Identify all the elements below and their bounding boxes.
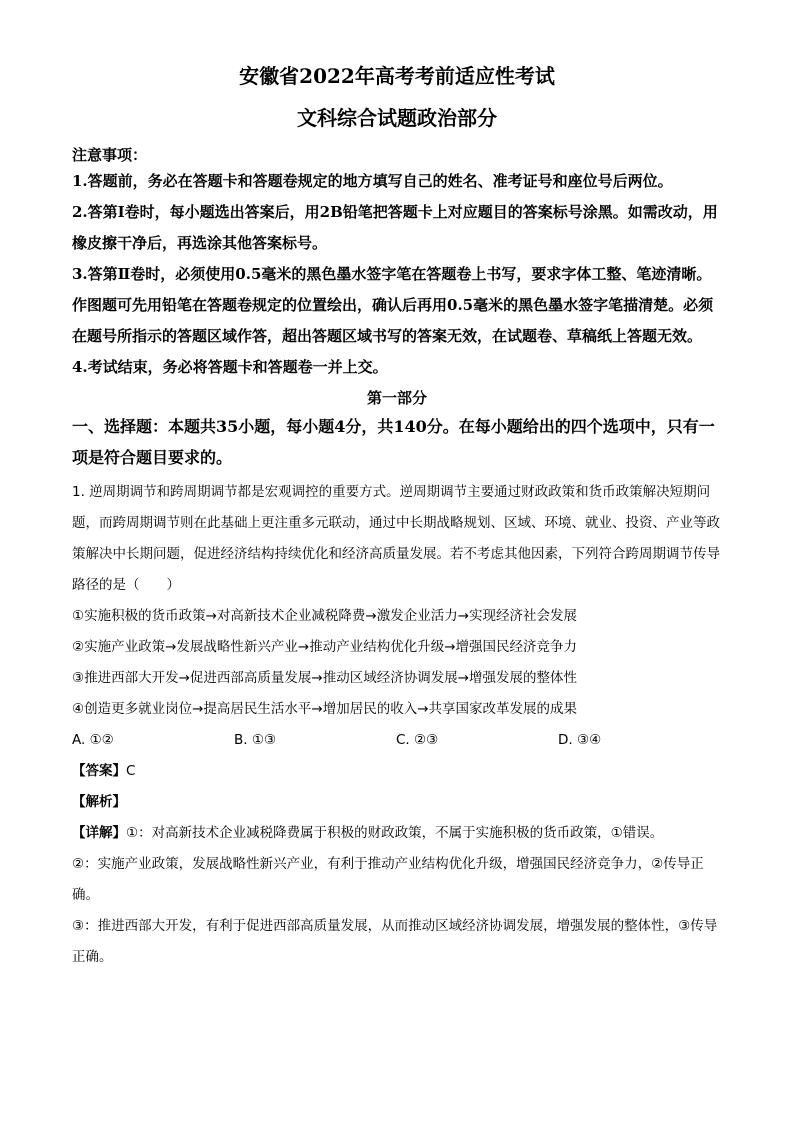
answer-line bbox=[72, 756, 722, 787]
answer-choices bbox=[72, 725, 722, 756]
question-option: ②实施产业政策→发展战略性新兴产业→推动产业结构优化升级→增强国民经济竞争力 bbox=[72, 639, 578, 655]
answer-label: 【答案】 bbox=[72, 763, 126, 779]
notice-item: 3.答第Ⅱ卷时，必须使用0.5毫米的黑色墨水签字笔在答题卷上书写，要求字体工整、笔迹清晰。作图题可先用铅笔在答题卷规定的位置绘出，确认后再用0.5毫米的黑色墨水签字笔描清楚。必须在题号所指示的答题区域作答，超出答题区域书写的答案无效，在试题卷、草稿纸上答题无效。 bbox=[72, 265, 714, 345]
detail-paragraph: ③：推进西部大开发，有利于促进西部高质量发展，从而推动区域经济协调发展，增强发展的整体性，③传导正确。 bbox=[72, 918, 718, 965]
question-stem: 1. 逆周期调节和跨周期调节都是宏观调控的重要方式。逆周期调节主要通过财政政策和货币政策解决短期问题，而跨周期调节则在此基础上更注重多元联动，通过中长期战略规划、区域、环境、就业、投资、产业等政策解决中长期问题，促进经济结构持续优化和经济高质量发展。若不考虑其他因素，下列符合跨周期调节传导路径的是（ ） bbox=[72, 484, 720, 593]
choice-b: B. ①③ bbox=[234, 732, 277, 748]
document-subtitle: 文科综合试题政治部分 bbox=[297, 106, 497, 130]
detail-text: ①：对高新技术企业减税降费属于积极的财政政策，不属于实施积极的货币政策，①错误。 bbox=[126, 825, 664, 841]
detail-paragraph: ②：实施产业政策，发展战略性新兴产业，有利于推动产业结构优化升级，增强国民经济竞争力，②传导正确。 bbox=[72, 856, 704, 903]
detail-label: 【详解】 bbox=[72, 825, 126, 841]
notes-label: 注意事项： bbox=[72, 146, 148, 164]
question-option: ③推进西部大开发→促进西部高质量发展→推动区域经济协调发展→增强发展的整体性 bbox=[72, 670, 578, 686]
section-title: 第一部分 bbox=[366, 389, 427, 407]
analysis-line bbox=[72, 787, 722, 818]
notice-item: 2.答第Ⅰ卷时，每小题选出答案后，用2B铅笔把答题卡上对应题目的答案标号涂黑。如需改动，用橡皮擦干净后，再选涂其他答案标号。 bbox=[72, 203, 718, 252]
notice-item: 4.考试结束，务必将答题卡和答题卷一并上交。 bbox=[72, 358, 388, 376]
document-title: 安徽省2022年高考考前适应性考试 bbox=[239, 64, 555, 88]
answer-value: C bbox=[126, 763, 136, 779]
mcq-instructions: 一、选择题：本题共35小题，每小题4分，共140分。在每小题给出的四个选项中，只有一项是符合题目要求的。 bbox=[72, 417, 715, 467]
choice-d: D. ③④ bbox=[558, 732, 602, 748]
question-option: ④创造更多就业岗位→提高居民生活水平→增加居民的收入→共享国家改革发展的成果 bbox=[72, 701, 578, 717]
question-option: ①实施积极的货币政策→对高新技术企业减税降费→激发企业活力→实现经济社会发展 bbox=[72, 608, 578, 624]
analysis-label: 【解析】 bbox=[72, 794, 126, 810]
notice-item: 1.答题前，务必在答题卡和答题卷规定的地方填写自己的姓名、准考证号和座位号后两位。 bbox=[72, 172, 673, 190]
choice-c: C. ②③ bbox=[396, 732, 439, 748]
detail-paragraph bbox=[72, 818, 722, 849]
choice-a: A. ①② bbox=[72, 732, 114, 748]
document-page bbox=[72, 62, 722, 973]
